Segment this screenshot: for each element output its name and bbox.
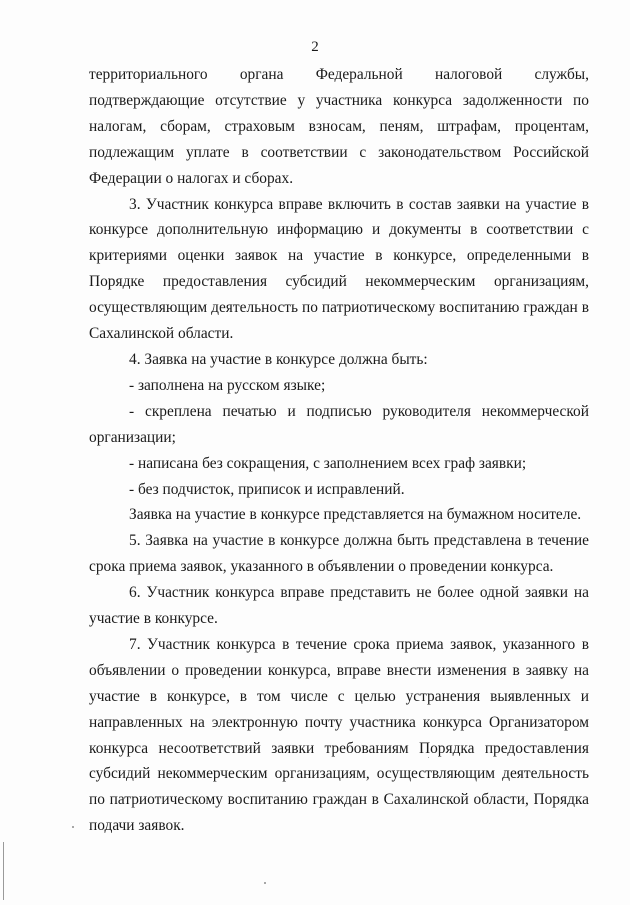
scan-speck: [72, 826, 74, 828]
list-item-no-corrections: - без подчисток, приписок и исправлений.: [129, 480, 405, 498]
paragraph-item-3: 3. Участник конкурса вправе включить в состав заявки на участие в конкурсе дополнительную информацию и документы в соответствии с критериями оценки заявок на участие в конкурсе, определенными в Порядке предоставления субсидий некоммерческим организациям, осуществляющим деятельность по патриотическому воспитанию граждан в Сахалинской области.: [89, 195, 589, 343]
paragraph-item-6: 6. Участник конкурса вправе представить не более одной заявки на участие в конкурсе.: [89, 584, 589, 628]
page-number: 2: [311, 39, 319, 55]
paragraph-item-4: 4. Заявка на участие в конкурсе должна быть:: [129, 350, 428, 368]
paragraph-item-7: 7. Участник конкурса в течение срока приема заявок, указанного в объявлении о проведении конкурса, вправе внести изменения в заявку на участие в конкурсе, в том числе с целью устранения выявленных и направленных на электронную почту участника конкурса Организатором конкурса несоответствий заявки требованиям Порядка предоставления субсидий некоммерческим организациям, осуществляющим деятельность по патриотическому воспитанию граждан в Сахалинской области, Порядка подачи заявок.: [89, 635, 589, 835]
paragraph-continuation: территориального органа Федеральной налоговой службы, подтверждающие отсутствие у участника конкурса задолженности по налогам, сборам, страховым взносам, пеням, штрафам, процентам, подлежащим уплате в соответствии с законодательством Российской Федерации о налогах и сборах.: [89, 66, 589, 187]
list-item-russian-language: - заполнена на русском языке;: [129, 376, 326, 394]
list-item-seal-signature: - скреплена печатью и подписью руководителя некоммерческой организации;: [89, 402, 589, 446]
scan-speck: [264, 882, 266, 884]
paragraph-paper-medium: Заявка на участие в конкурсе представляется на бумажном носителе.: [129, 506, 582, 524]
scan-speck: [428, 757, 429, 758]
paragraph-item-5: 5. Заявка на участие в конкурсе должна быть представлена в течение срока приема заявок, указанного в объявлении о проведении конкурса.: [89, 532, 589, 576]
list-item-no-abbreviations: - написана без сокращения, с заполнением всех граф заявки;: [129, 454, 527, 472]
scan-edge-mark: [3, 842, 4, 900]
document-body: [89, 62, 589, 839]
